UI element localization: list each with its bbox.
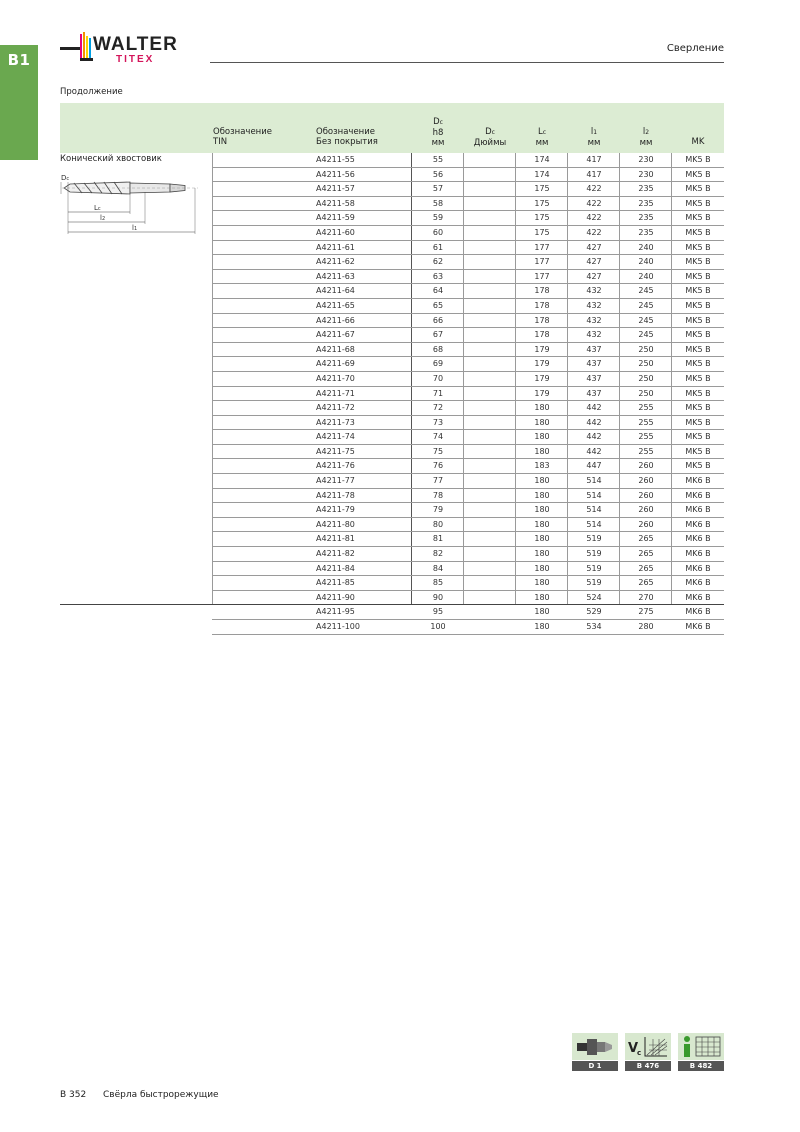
dc-cell: 67 (432, 330, 444, 340)
section-tab (0, 45, 38, 160)
svg-text:V: V (628, 1041, 639, 1056)
footer-title: Свёрла быстрорежущие (103, 1090, 219, 1100)
l2-cell: 245 (638, 315, 654, 325)
code-cell: A4211-77 (316, 476, 355, 486)
l1-cell: 524 (586, 592, 602, 602)
code-cell: A4211-74 (316, 432, 355, 442)
table-row (212, 168, 724, 183)
l1-cell: 437 (586, 388, 602, 398)
mk-cell: MK5 B (685, 461, 711, 471)
lc-cell: 180 (534, 476, 550, 486)
dc-cell: 72 (432, 403, 444, 413)
dc-cell: 56 (432, 169, 444, 179)
l1-cell: 422 (586, 184, 602, 194)
code-cell: A4211-59 (316, 213, 355, 223)
walter-titex-logo (60, 30, 200, 68)
svg-text:Dc: Dc (61, 174, 70, 182)
taper-shank-drill-drawing (60, 170, 210, 240)
code-cell: A4211-69 (316, 359, 355, 369)
l1-cell: 442 (586, 446, 602, 456)
mk-cell: MK6 B (685, 476, 711, 486)
table-row (212, 314, 724, 329)
mk-cell: MK5 B (685, 315, 711, 325)
ref-link-d1[interactable]: D 1 (572, 1033, 618, 1071)
dc-cell: 61 (432, 242, 444, 252)
code-cell: A4211-95 (316, 607, 355, 617)
table-row (212, 401, 724, 416)
dc-cell: 64 (432, 286, 444, 296)
l2-cell: 250 (638, 359, 654, 369)
l2-cell: 235 (638, 227, 654, 237)
dc-cell: 57 (432, 184, 444, 194)
code-cell: A4211-58 (316, 198, 355, 208)
l1-cell: 519 (586, 549, 602, 559)
dc-cell: 78 (432, 490, 444, 500)
dc-cell: 65 (432, 300, 444, 310)
table-row (212, 270, 724, 285)
table-row (212, 153, 724, 168)
l1-cell: 432 (586, 330, 602, 340)
l1-cell: 427 (586, 242, 602, 252)
l2-cell: 240 (638, 271, 654, 281)
l2-cell: 265 (638, 563, 654, 573)
dc-cell: 58 (432, 198, 444, 208)
table-row (212, 605, 724, 620)
dc-cell: 55 (432, 155, 444, 164)
dc-cell: 100 (430, 622, 446, 631)
dc-cell: 82 (432, 549, 444, 559)
table-row (212, 284, 724, 299)
table-bottom-rule (60, 604, 724, 605)
lc-cell: 180 (534, 490, 550, 500)
l2-cell: 260 (638, 490, 654, 500)
l1-cell: 514 (586, 490, 602, 500)
table-row (212, 197, 724, 212)
ref-link-b476[interactable]: V c B 476 (625, 1033, 671, 1071)
l2-cell: 255 (638, 403, 654, 413)
col-header-lc: Lc мм (535, 127, 549, 148)
col-header-dc-h8: Dc h8 мм (431, 117, 445, 148)
l2-cell: 260 (638, 476, 654, 486)
mk-cell: MK5 B (685, 198, 711, 208)
dc-cell: 69 (432, 359, 444, 369)
code-cell: A4211-66 (316, 315, 355, 325)
table-row (212, 474, 724, 489)
lc-cell: 178 (534, 315, 550, 325)
table-body (212, 153, 724, 635)
lc-cell: 179 (534, 373, 550, 383)
table-row (212, 299, 724, 314)
l2-cell: 250 (638, 344, 654, 354)
ref-link-b482[interactable]: B 482 (678, 1033, 724, 1071)
code-cell: A4211-72 (316, 403, 355, 413)
l2-cell: 280 (638, 622, 654, 631)
table-row (212, 328, 724, 343)
table-row (212, 343, 724, 358)
col-header-mk: MK (691, 137, 705, 147)
l1-cell: 417 (586, 155, 602, 164)
code-cell: A4211-84 (316, 563, 355, 573)
code-cell: A4211-61 (316, 242, 355, 252)
lc-cell: 180 (534, 578, 550, 588)
mk-cell: MK5 B (685, 388, 711, 398)
l1-cell: 422 (586, 198, 602, 208)
lc-cell: 180 (534, 607, 550, 617)
l1-cell: 529 (586, 607, 602, 617)
dc-cell: 85 (432, 578, 444, 588)
l1-cell: 519 (586, 563, 602, 573)
continued-label: Продолжение (60, 87, 123, 97)
mk-cell: MK6 B (685, 549, 711, 559)
code-cell: A4211-63 (316, 271, 355, 281)
dc-cell: 77 (432, 476, 444, 486)
code-cell: A4211-73 (316, 417, 355, 427)
mk-cell: MK5 B (685, 373, 711, 383)
lc-cell: 175 (534, 198, 550, 208)
code-cell: A4211-71 (316, 388, 355, 398)
l2-cell: 230 (638, 169, 654, 179)
col-header-tin: Обозначение TIN (213, 127, 272, 147)
dc-cell: 76 (432, 461, 444, 471)
l2-cell: 265 (638, 534, 654, 544)
lc-cell: 178 (534, 300, 550, 310)
l2-cell: 255 (638, 446, 654, 456)
code-cell: A4211-64 (316, 286, 355, 296)
l1-cell: 519 (586, 534, 602, 544)
code-cell: A4211-76 (316, 461, 355, 471)
code-cell: A4211-82 (316, 549, 355, 559)
mk-cell: MK5 B (685, 271, 711, 281)
l2-cell: 245 (638, 286, 654, 296)
lc-cell: 177 (534, 257, 550, 267)
shank-icon (572, 1033, 618, 1060)
col-header-l2: l2 мм (639, 127, 653, 148)
lc-cell: 178 (534, 286, 550, 296)
l2-cell: 250 (638, 373, 654, 383)
table-row (212, 387, 724, 402)
code-cell: A4211-70 (316, 373, 355, 383)
l2-cell: 265 (638, 549, 654, 559)
lc-cell: 175 (534, 213, 550, 223)
lc-cell: 180 (534, 505, 550, 515)
table-row (212, 211, 724, 226)
dc-cell: 70 (432, 373, 444, 383)
l2-cell: 235 (638, 213, 654, 223)
section-tab-label: B1 (7, 51, 31, 69)
mk-cell: MK5 B (685, 242, 711, 252)
lc-cell: 180 (534, 446, 550, 456)
table-row (212, 576, 724, 591)
table-row (212, 532, 724, 547)
svg-text:l1: l1 (132, 224, 138, 232)
dc-cell: 73 (432, 417, 444, 427)
mk-cell: MK5 B (685, 359, 711, 369)
mk-cell: MK5 B (685, 257, 711, 267)
lc-cell: 180 (534, 563, 550, 573)
l1-cell: 427 (586, 271, 602, 281)
dc-cell: 75 (432, 446, 444, 456)
l2-cell: 260 (638, 461, 654, 471)
lc-cell: 177 (534, 242, 550, 252)
code-cell: A4211-57 (316, 184, 355, 194)
l1-cell: 437 (586, 359, 602, 369)
cutting-data-icon (625, 1033, 671, 1060)
l1-cell: 447 (586, 461, 602, 471)
lc-cell: 179 (534, 359, 550, 369)
lc-cell: 183 (534, 461, 550, 471)
dc-cell: 79 (432, 505, 444, 515)
col-header-l1: l1 мм (587, 127, 601, 148)
code-cell: A4211-78 (316, 490, 355, 500)
l1-cell: 437 (586, 344, 602, 354)
dc-cell: 71 (432, 388, 444, 398)
mk-cell: MK5 B (685, 446, 711, 456)
table-row (212, 547, 724, 562)
lc-cell: 174 (534, 155, 550, 164)
l2-cell: 260 (638, 505, 654, 515)
table-row (212, 562, 724, 577)
code-cell: A4211-80 (316, 519, 355, 529)
mk-cell: MK5 B (685, 184, 711, 194)
page-section-title: Сверление (666, 43, 724, 54)
dc-cell: 68 (432, 344, 444, 354)
mk-cell: MK6 B (685, 578, 711, 588)
l1-cell: 432 (586, 300, 602, 310)
dc-cell: 63 (432, 271, 444, 281)
dc-cell: 62 (432, 257, 444, 267)
dc-cell: 74 (432, 432, 444, 442)
svg-text:Lc: Lc (94, 204, 101, 212)
svg-text:l2: l2 (100, 214, 106, 222)
code-cell: A4211-75 (316, 446, 355, 456)
l2-cell: 270 (638, 592, 654, 602)
table-row (212, 357, 724, 372)
l2-cell: 245 (638, 330, 654, 340)
lc-cell: 178 (534, 330, 550, 340)
l1-cell: 442 (586, 417, 602, 427)
table-row (212, 182, 724, 197)
dc-cell: 66 (432, 315, 444, 325)
l1-cell: 437 (586, 373, 602, 383)
table-row (212, 459, 724, 474)
l1-cell: 422 (586, 213, 602, 223)
code-cell: A4211-62 (316, 257, 355, 267)
mk-cell: MK6 B (685, 563, 711, 573)
dc-cell: 95 (432, 607, 444, 617)
l1-cell: 519 (586, 578, 602, 588)
table-row (212, 445, 724, 460)
l1-cell: 417 (586, 169, 602, 179)
l2-cell: 265 (638, 578, 654, 588)
dc-cell: 60 (432, 227, 444, 237)
mk-cell: MK5 B (685, 403, 711, 413)
l1-cell: 534 (586, 622, 602, 631)
code-cell: A4211-68 (316, 344, 355, 354)
lc-cell: 180 (534, 432, 550, 442)
mk-cell: MK6 B (685, 534, 711, 544)
mk-cell: MK6 B (685, 592, 711, 602)
lc-cell: 177 (534, 271, 550, 281)
code-cell: A4211-81 (316, 534, 355, 544)
l2-cell: 260 (638, 519, 654, 529)
lc-cell: 179 (534, 344, 550, 354)
table-row (212, 241, 724, 256)
lc-cell: 180 (534, 622, 550, 631)
lc-cell: 180 (534, 534, 550, 544)
mk-cell: MK5 B (685, 300, 711, 310)
mk-cell: MK5 B (685, 286, 711, 296)
lc-cell: 180 (534, 592, 550, 602)
mk-cell: MK6 B (685, 607, 711, 617)
l1-cell: 514 (586, 519, 602, 529)
lc-cell: 180 (534, 417, 550, 427)
dc-cell: 59 (432, 213, 444, 223)
lc-cell: 180 (534, 403, 550, 413)
l2-cell: 230 (638, 155, 654, 164)
col-header-dc-inch: Dc Дюймы (473, 127, 507, 148)
lc-cell: 175 (534, 227, 550, 237)
table-row (212, 430, 724, 445)
mk-cell: MK5 B (685, 213, 711, 223)
mk-cell: MK5 B (685, 344, 711, 354)
table-row (212, 620, 724, 635)
mk-cell: MK5 B (685, 417, 711, 427)
dc-cell: 90 (432, 592, 444, 602)
table-row (212, 372, 724, 387)
l1-cell: 514 (586, 505, 602, 515)
col-header-uncoated: Обозначение Без покрытия (316, 127, 378, 147)
mk-cell: MK5 B (685, 432, 711, 442)
l1-cell: 442 (586, 403, 602, 413)
mk-cell: MK6 B (685, 490, 711, 500)
subsection-title: Конический хвостовик (60, 154, 162, 164)
mk-cell: MK6 B (685, 622, 711, 631)
code-cell: A4211-79 (316, 505, 355, 515)
table-row (212, 255, 724, 270)
l2-cell: 275 (638, 607, 654, 617)
code-cell: A4211-65 (316, 300, 355, 310)
l2-cell: 255 (638, 432, 654, 442)
code-cell: A4211-100 (316, 622, 360, 631)
lc-cell: 180 (534, 519, 550, 529)
l2-cell: 245 (638, 300, 654, 310)
table-row (212, 416, 724, 431)
table-row (212, 503, 724, 518)
mk-cell: MK5 B (685, 169, 711, 179)
header-rule (210, 62, 724, 63)
lc-cell: 175 (534, 184, 550, 194)
code-cell: A4211-90 (316, 592, 355, 602)
l1-cell: 432 (586, 286, 602, 296)
logo-wordmark: WALTER (93, 34, 178, 55)
dc-cell: 81 (432, 534, 444, 544)
mk-cell: MK5 B (685, 227, 711, 237)
l2-cell: 235 (638, 198, 654, 208)
mk-cell: MK5 B (685, 155, 711, 164)
l1-cell: 514 (586, 476, 602, 486)
table-row (212, 518, 724, 533)
logo-subtext: TITEX (116, 54, 155, 65)
l2-cell: 255 (638, 417, 654, 427)
mk-cell: MK6 B (685, 505, 711, 515)
l1-cell: 427 (586, 257, 602, 267)
l1-cell: 442 (586, 432, 602, 442)
code-cell: A4211-55 (316, 155, 355, 164)
l1-cell: 422 (586, 227, 602, 237)
page-number: B 352 (60, 1090, 87, 1100)
code-cell: A4211-67 (316, 330, 355, 340)
code-cell: A4211-60 (316, 227, 355, 237)
l2-cell: 250 (638, 388, 654, 398)
info-icon (678, 1033, 724, 1060)
lc-cell: 179 (534, 388, 550, 398)
l2-cell: 235 (638, 184, 654, 194)
l1-cell: 432 (586, 315, 602, 325)
svg-text:c: c (637, 1049, 642, 1057)
code-cell: A4211-56 (316, 169, 355, 179)
lc-cell: 180 (534, 549, 550, 559)
table-row (212, 489, 724, 504)
l2-cell: 240 (638, 257, 654, 267)
mk-cell: MK6 B (685, 519, 711, 529)
dc-cell: 84 (432, 563, 444, 573)
table-row (212, 226, 724, 241)
code-cell: A4211-85 (316, 578, 355, 588)
mk-cell: MK5 B (685, 330, 711, 340)
lc-cell: 174 (534, 169, 550, 179)
l2-cell: 240 (638, 242, 654, 252)
dc-cell: 80 (432, 519, 444, 529)
